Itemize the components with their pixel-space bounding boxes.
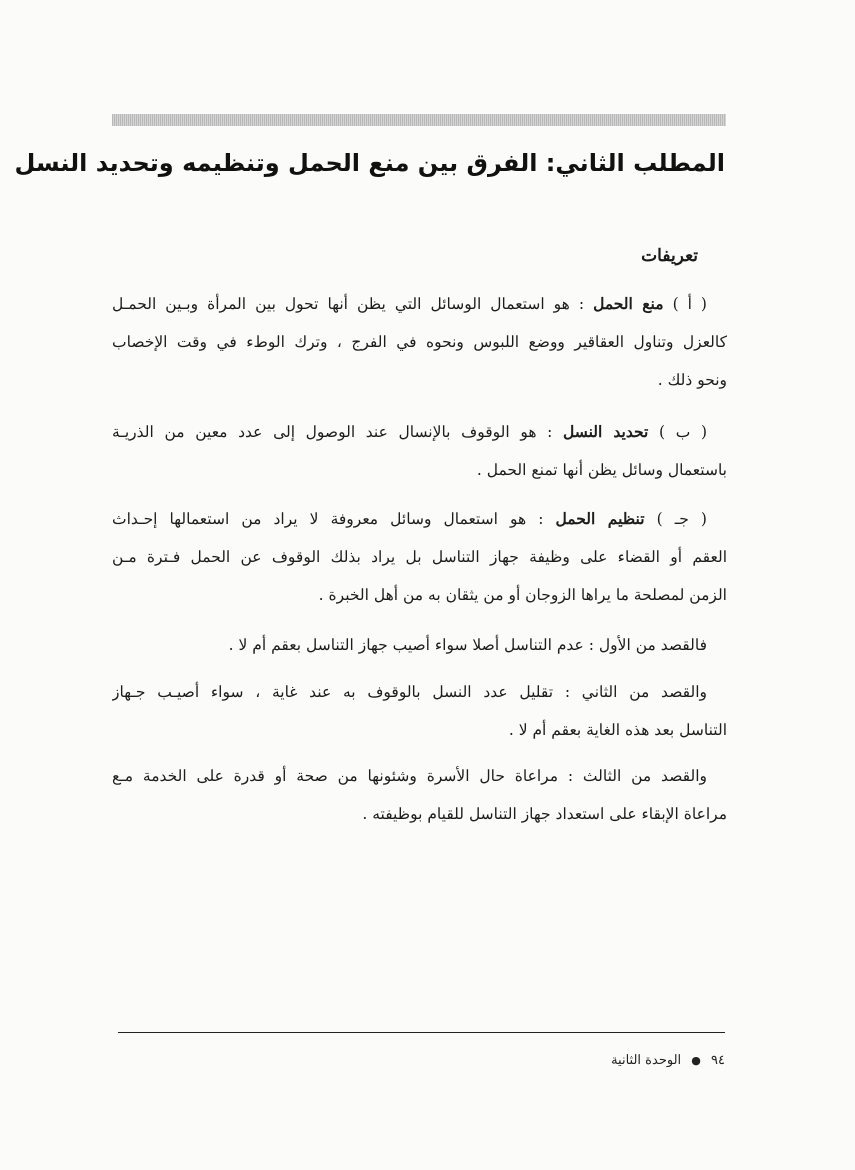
page-title: المطلب الثاني: الفرق بين منع الحمل وتنظيمه وتحديد النسل	[14, 149, 725, 177]
definition-marker: ( أ )	[672, 295, 707, 313]
unit-label: الوحدة الثانية	[611, 1053, 682, 1068]
paragraph-line: الزمن لمصلحة ما يراها الزوجان أو من يثقان به من أهل الخبرة .	[318, 586, 727, 604]
definition-text: : هو الوقوف بالإنسال عند الوصول إلى عدد معين من الذريـة	[112, 423, 553, 441]
purpose-third	[112, 757, 727, 833]
definition-birth-limitation	[112, 413, 727, 489]
definition-contraception	[112, 285, 727, 399]
purpose-second	[112, 673, 727, 749]
paragraph-line	[112, 500, 727, 538]
purpose-first	[112, 626, 727, 664]
definition-text: : هو استعمال الوسائل التي يظن أنها تحول بين المرأة وبـين الحمـل	[112, 295, 585, 313]
definition-text: : هو استعمال وسائل معروفة لا يراد من استعمالها إحـداث	[112, 510, 544, 528]
footer-divider	[118, 1032, 725, 1033]
paragraph-line: باستعمال وسائل يظن أنها تمنع الحمل .	[476, 461, 727, 479]
paragraph-line: التناسل بعد هذه الغاية بعقم أم لا .	[508, 721, 727, 739]
paragraph-line: فالقصد من الأول : عدم التناسل أصلا سواء أصيب جهاز التناسل بعقم أم لا .	[228, 636, 707, 654]
paragraph-line	[112, 413, 727, 451]
paragraph-line: مراعاة الإبقاء على استعداد جهاز التناسل للقيام بوظيفته .	[362, 805, 727, 823]
definition-family-planning	[112, 500, 727, 614]
paragraph-line: كالعزل وتناول العقاقير ووضع اللبوس ونحوه في الفرج ، وترك الوطء في وقت الإخصاب	[112, 333, 727, 351]
paragraph-line	[112, 285, 727, 323]
paragraph-line: والقصد من الثالث : مراعاة حال الأسرة وشئونها من صحة أو قدرة على الخدمة مـع	[112, 767, 707, 785]
definition-term: تحديد النسل	[563, 422, 649, 441]
page-number: ٩٤	[711, 1053, 725, 1068]
definition-marker: ( ب )	[659, 423, 707, 441]
paragraph-line: العقم أو القضاء على وظيفة جهاز التناسل بل يراد بذلك الوقوف عن الحمل فـترة مـن	[112, 548, 727, 566]
header-decorative-band	[112, 114, 726, 126]
definition-marker: ( جـ )	[656, 510, 707, 528]
section-heading: تعريفات	[641, 246, 698, 266]
page-footer	[611, 1050, 725, 1072]
paragraph-line: والقصد من الثاني : تقليل عدد النسل بالوقوف به عند غاية ، سواء أصيـب جـهاز	[112, 683, 707, 701]
paragraph-line: ونحو ذلك .	[657, 371, 727, 389]
definition-term: منع الحمل	[593, 294, 664, 313]
definition-term: تنظيم الحمل	[555, 509, 645, 528]
bullet-icon: ●	[691, 1054, 701, 1067]
